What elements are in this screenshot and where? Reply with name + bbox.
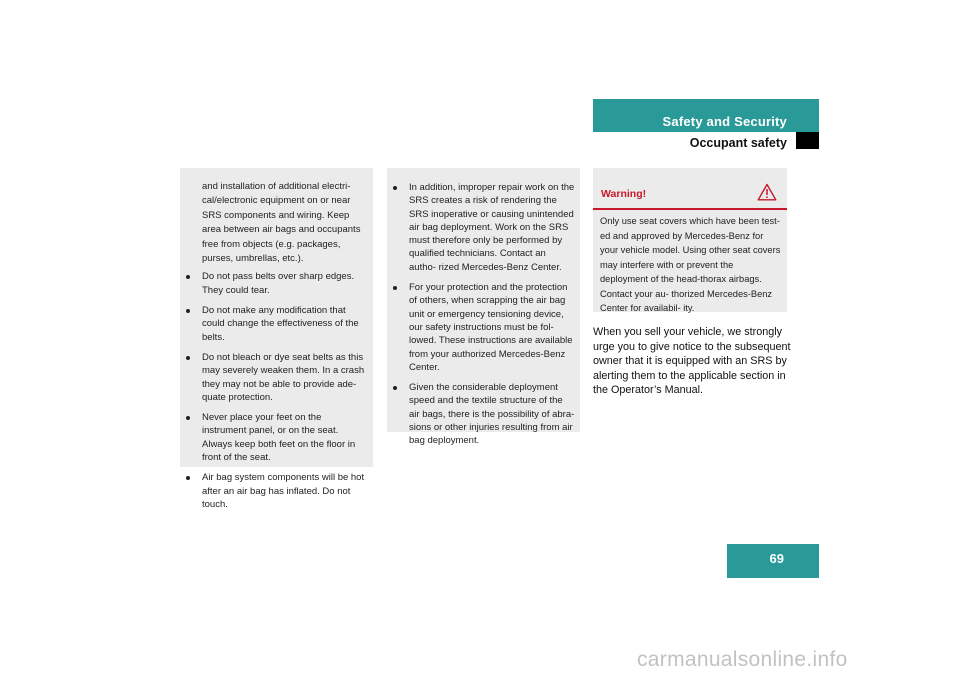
warning-header — [593, 168, 787, 210]
column-1-bullet-list — [202, 270, 365, 511]
bullet-icon — [186, 356, 190, 360]
column-1-intro: and installation of additional electri- cal/electronic equipment on or near SRS components and wiring. Keep area between air bags and occupants free from objects (e.g. packages, purses, umbrellas, etc.). — [202, 181, 361, 265]
list-item-text: Given the considerable deployment speed and the textile structure of the air bags, there is the possibility of abra- sions or other injuries resulting from air bag deployment. — [409, 382, 575, 447]
page-number-tab — [727, 544, 819, 578]
list-item — [202, 351, 365, 404]
column-2-bullet-list — [409, 181, 575, 448]
bullet-icon — [393, 386, 397, 390]
page-number: 69 — [769, 551, 784, 566]
section-title: Safety and Security — [662, 114, 787, 129]
bullet-icon — [186, 476, 190, 480]
warning-box — [593, 168, 787, 312]
list-item-text: Air bag system components will be hot after an air bag has inflated. Do not touch. — [202, 472, 365, 510]
list-item-text: Do not bleach or dye seat belts as this may severely weaken them. In a crash they may not be able to provide ade- quate protection. — [202, 351, 365, 403]
warning-text: Only use seat covers which have been test- ed and approved by Mercedes-Benz for your vehicle model. Using other seat covers may interfere with or prevent the deployment of the head-thorax airbags. Contact your au- thorized Mercedes-Benz Center for availabil- ity. — [600, 216, 781, 313]
bullet-icon — [186, 309, 190, 313]
list-item-text: Never place your feet on the instrument panel, or on the seat. Always keep both feet on the floor in front of the seat. — [202, 412, 356, 463]
bullet-icon — [393, 186, 397, 190]
warning-triangle-icon — [757, 183, 777, 201]
list-item — [409, 381, 575, 447]
sub-title: Occupant safety — [689, 136, 787, 150]
bullet-icon — [186, 416, 190, 420]
header-marker — [796, 132, 819, 149]
list-item-text: In addition, improper repair work on the SRS creates a risk of rendering the SRS inoperative or causing unintended air bag deployment. Work on the SRS must therefore only be performed by qualified technicians. Contact an autho- rized Mercedes-Benz Center. — [409, 182, 575, 273]
list-item — [202, 411, 365, 464]
list-item — [202, 471, 365, 511]
list-item — [409, 281, 575, 374]
list-item-text: Do not make any modification that could change the effectiveness of the belts. — [202, 305, 359, 343]
list-item-text: Do not pass belts over sharp edges. They could tear. — [202, 271, 355, 296]
watermark: carmanualsonline.info — [637, 648, 848, 671]
list-item-text: For your protection and the protection of others, when scrapping the air bag unit or emergency tensioning device, our safety instructions must be fol- lowed. These instructions are available from your authorized Mercedes-Benz Center. — [409, 282, 573, 373]
list-item — [202, 270, 365, 297]
list-item — [409, 181, 575, 274]
bullet-icon — [393, 286, 397, 290]
warning-title: Warning! — [601, 188, 647, 200]
section-header — [593, 99, 819, 132]
column-1 — [180, 168, 373, 510]
list-item — [202, 304, 365, 344]
body-paragraph: When you sell your vehicle, we strongly urge you to give notice to the subsequent owner that it is equipped with an SRS by alerting them to the applicable section in the Operator’s Manual. — [593, 326, 791, 397]
column-2 — [387, 168, 580, 447]
bullet-icon — [186, 275, 190, 279]
